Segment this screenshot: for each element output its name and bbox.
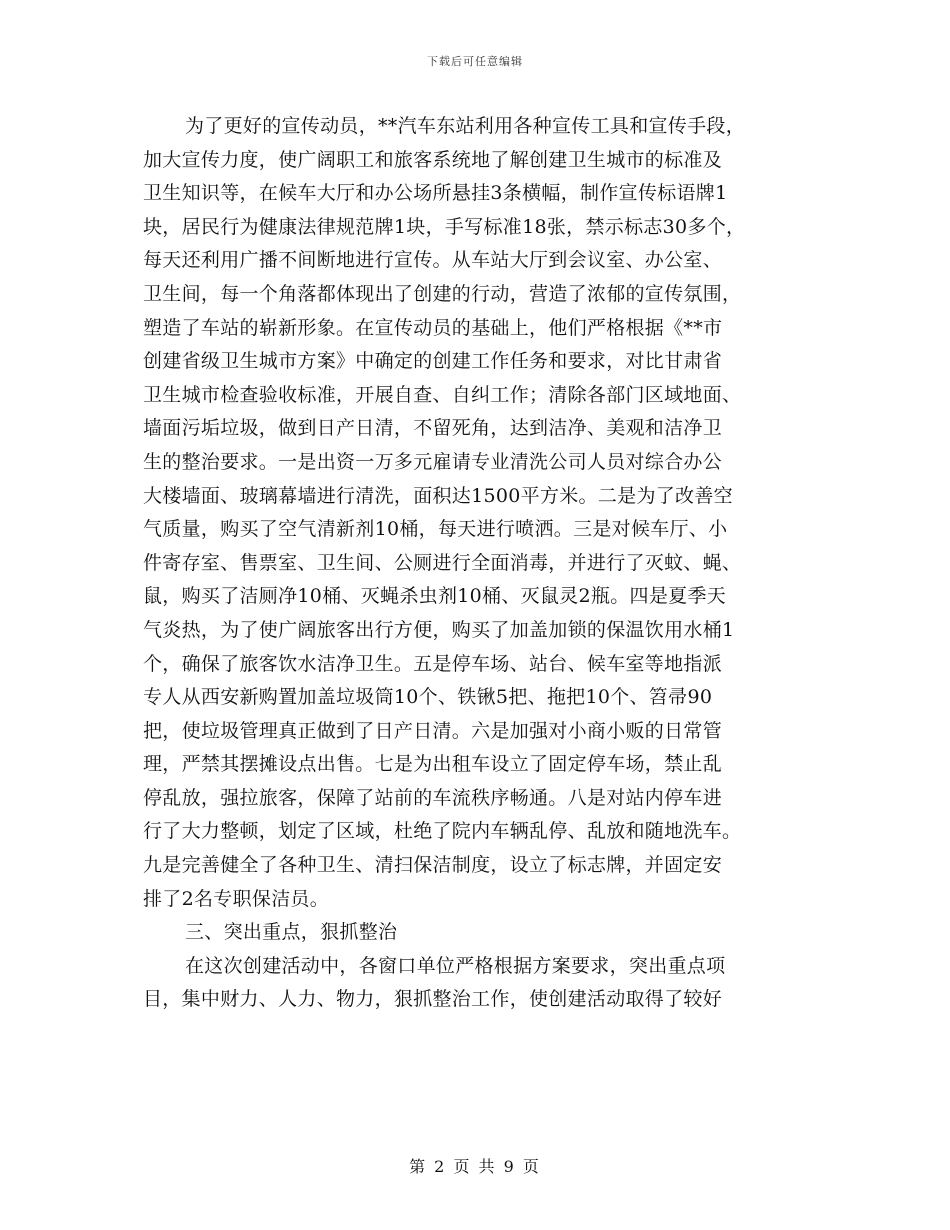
paragraph-line: 为了更好的宣传动员，**汽车东站利用各种宣传工具和宣传手段， <box>185 115 746 137</box>
paragraph-line: 个，确保了旅客饮水洁净卫生。五是停车场、站台、候车室等地指派 <box>143 652 723 675</box>
paragraph-line: 墙面污垢垃圾，做到日产日清，不留死角，达到洁净、美观和洁净卫 <box>143 417 723 440</box>
page-number: 第 2 页 共 9 页 <box>409 1157 541 1176</box>
paragraph-line: 件寄存室、售票室、卫生间、公厕进行全面消毒，并进行了灭蚊、蝇、 <box>143 551 742 574</box>
page-header-note: 下载后可任意编辑 <box>427 55 523 68</box>
paragraph-line: 排了2名专职保洁员。 <box>143 887 330 910</box>
paragraph-line: 创建省级卫生城市方案》中确定的创建工作任务和要求，对比甘肃省 <box>143 350 723 373</box>
paragraph-line: 卫生知识等，在候车大厅和办公场所悬挂3条横幅，制作宣传标语牌1 <box>143 182 728 205</box>
paragraph-line: 块，居民行为健康法律规范牌1块，手写标准18张，禁示标志30多个， <box>143 215 746 238</box>
paragraph-line: 专人从西安新购置加盖垃圾筒10个、铁锹5把、拖把10个、笤帚90 <box>143 686 713 709</box>
paragraph-line: 行了大力整顿，划定了区域，杜绝了院内车辆乱停、乱放和随地洗车。 <box>143 820 742 843</box>
paragraph-line: 鼠，购买了洁厕净10桶、灭蝇杀虫剂10桶、灭鼠灵2瓶。四是夏季天 <box>143 585 727 608</box>
paragraph-line: 塑造了车站的崭新形象。在宣传动员的基础上，他们严格根据《**市 <box>143 316 723 339</box>
paragraph-line: 卫生间，每一个角落都体现出了创建的行动，营造了浓郁的宣传氛围， <box>143 282 742 305</box>
paragraph-line: 在这次创建活动中，各窗口单位严格根据方案要求，突出重点项 <box>185 954 726 977</box>
paragraph-line: 加大宣传力度，使广阔职工和旅客系统地了解创建卫生城市的标准及 <box>143 148 723 171</box>
section-heading: 三、突出重点，狠抓整治 <box>185 921 398 944</box>
paragraph-line: 气质量，购买了空气清新剂10桶，每天进行喷洒。三是对候车厅、小 <box>143 518 728 541</box>
paragraph-line: 每天还利用广播不间断地进行宣传。从车站大厅到会议室、办公室、 <box>143 249 723 272</box>
paragraph-line: 生的整治要求。一是出资一万多元雇请专业清洗公司人员对综合办公 <box>143 450 723 473</box>
paragraph-line: 理，严禁其摆摊设点出售。七是为出租车设立了固定停车场，禁止乱 <box>143 753 723 776</box>
document-body <box>143 110 823 1017</box>
paragraph-line: 目，集中财力、人力、物力，狠抓整治工作，使创建活动取得了较好 <box>143 988 723 1011</box>
paragraph-line: 大楼墙面、玻璃幕墙进行清洗，面积达1500平方米。二是为了改善空 <box>143 484 733 507</box>
paragraph-line: 九是完善健全了各种卫生、清扫保洁制度，设立了标志牌，并固定安 <box>143 854 723 877</box>
paragraph-line: 卫生城市检查验收标准，开展自查、自纠工作；清除各部门区域地面、 <box>143 383 742 406</box>
paragraph-line: 停乱放，强拉旅客，保障了站前的车流秩序畅通。八是对站内停车进 <box>143 786 723 809</box>
paragraph-line: 气炎热，为了使广阔旅客出行方便，购买了加盖加锁的保温饮用水桶1 <box>143 618 735 641</box>
paragraph-line: 把，使垃圾管理真正做到了日产日清。六是加强对小商小贩的日常管 <box>143 719 723 742</box>
